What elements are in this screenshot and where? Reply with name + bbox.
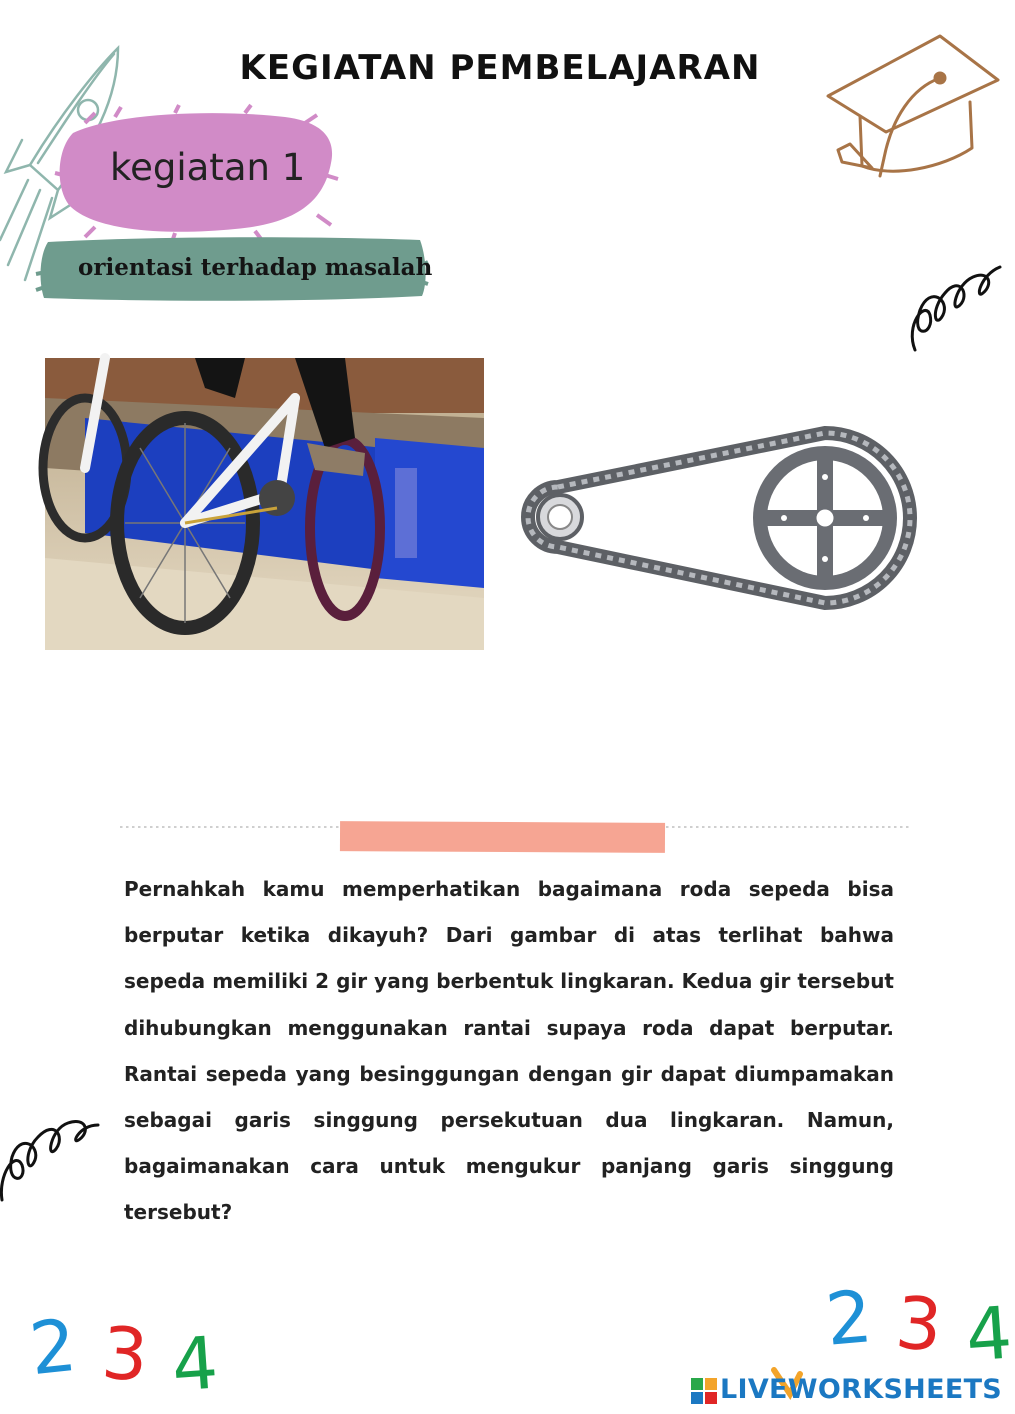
- loop-squiggle-icon: [905, 255, 1000, 355]
- bmx-bike-photo: [45, 358, 484, 650]
- problem-paragraph: Pernahkah kamu memperhatikan bagaimana roda sepeda bisa berputar ketika dikayuh? Dari gambar di atas terlihat bahwa sepeda memiliki 2 gir yang berbentuk lingkaran. Kedua gir tersebut dihubungkan menggunakan rantai supaya roda dapat berputar. Rantai sepeda yang besinggungan dengan gir dapat diumpamakan sebagai garis singgung persekutuan dua lingkaran. Namun, bagaimanakan cara untuk mengukur panjang garis singgung tersebut?: [124, 877, 894, 1225]
- number-four: 4: [169, 1320, 221, 1408]
- number-two: 2: [822, 1274, 876, 1362]
- number-three: 3: [892, 1280, 946, 1368]
- liveworksheets-logo-icon: [691, 1378, 717, 1404]
- loop-squiggle-icon: [0, 1095, 100, 1205]
- number-four: 4: [963, 1290, 1015, 1378]
- number-three: 3: [99, 1310, 151, 1398]
- divider-highlight-bar: [340, 821, 665, 853]
- liveworksheets-watermark: LIVEWORKSHEETS: [720, 1374, 1003, 1405]
- page-title: KEGIATAN PEMBELAJARAN: [239, 48, 761, 88]
- chain-sprocket-diagram: [520, 415, 920, 615]
- stage-label: orientasi terhadap masalah: [78, 254, 433, 281]
- number-two: 2: [25, 1302, 81, 1392]
- activity-label: kegiatan 1: [110, 146, 306, 189]
